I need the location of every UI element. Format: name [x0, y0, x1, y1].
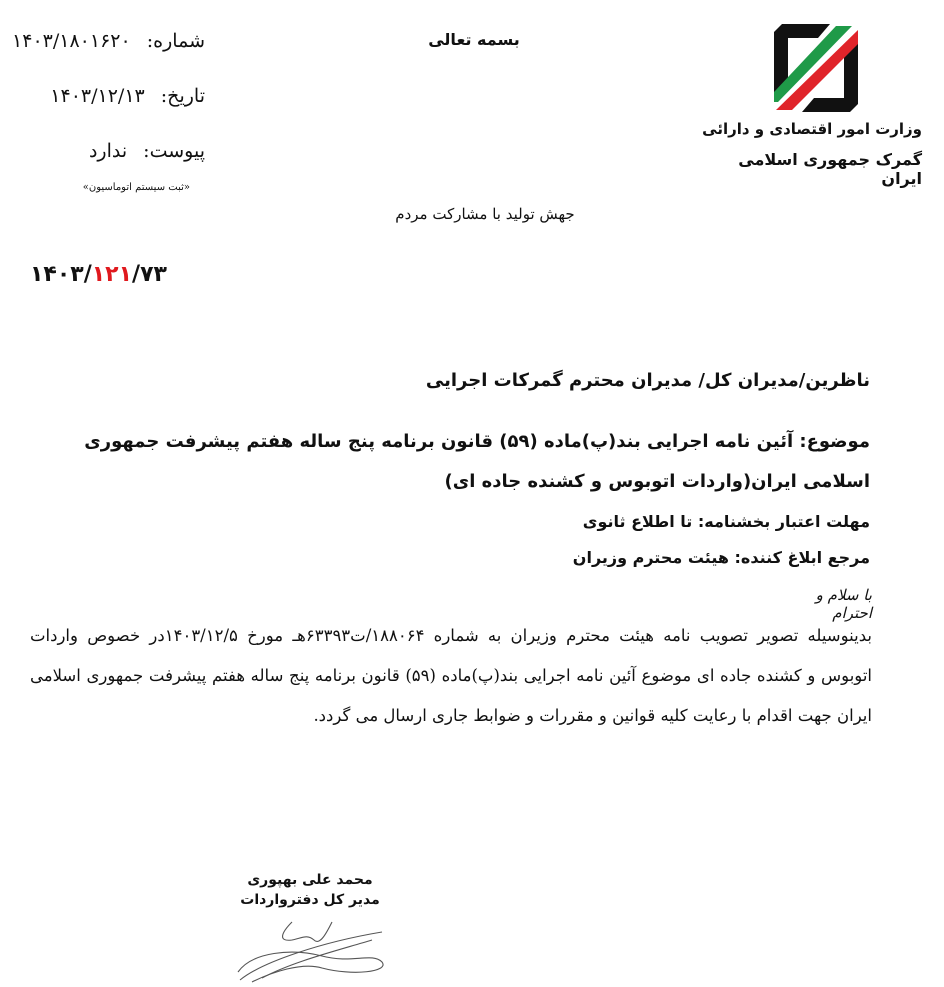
bismillah-text: بسمه تعالی — [428, 30, 520, 49]
circular-number-part3: /۷۳ — [132, 262, 167, 287]
date-label: تاریخ: — [160, 85, 205, 107]
addressee: ناظرین/مدیران کل/ مدیران محترم گمرکات اجرایی — [425, 370, 870, 391]
number-value: ۱۴۰۳/۱۸۰۱۶۲۰ — [12, 30, 131, 52]
customs-logo-icon — [768, 20, 864, 116]
issuing-authority: مرجع ابلاغ کننده: هیئت محترم وزیران — [572, 548, 870, 567]
signatory-name: محمد علی بهپوری — [247, 872, 373, 888]
body-paragraph: بدینوسیله تصویر تصویب نامه هیئت محترم وزیران به شماره ۱۸۸۰۶۴/ت۶۳۳۹۳هـ مورخ ۱۴۰۳/۱۲/۵در خصوص واردات اتوبوس و کشنده جاده ای موضوع آئین نامه اجرایی بند(پ)ماده (۵۹) قانون برنامه پنج ساله هفتم پیشرفت جمهوری اسلامی ایران جهت اقدام با رعایت کلیه قوانین و مقررات و ضوابط جاری ارسال می گردد. — [30, 626, 872, 725]
validity-period: مهلت اعتبار بخشنامه: تا اطلاع ثانوی — [582, 512, 870, 531]
automation-note: «ثبت سیستم اتوماسیون» — [82, 182, 190, 193]
circular-number-part2: ۱۲۱ — [91, 262, 133, 287]
ministry-name: وزارت امور اقتصادی و دارائی — [702, 120, 922, 138]
number-label: شماره: — [146, 30, 205, 52]
circular-number — [30, 262, 167, 287]
slogan: جهش تولید با مشارکت مردم — [395, 205, 575, 223]
attachment-value: ندارد — [88, 140, 128, 162]
handwritten-signature-icon — [232, 912, 402, 984]
attachment-field — [0, 140, 205, 162]
circular-number-part1: ۱۴۰۳/ — [30, 262, 92, 287]
subject: موضوع: آئین نامه اجرایی بند(پ)ماده (۵۹) قانون برنامه پنج ساله هفتم پیشرفت جمهوری اسلامی ایران(واردات اتوبوس و کشنده جاده ای) — [84, 431, 870, 492]
attachment-label: پیوست: — [143, 140, 205, 162]
customs-name: گمرک جمهوری اسلامی ایران — [738, 150, 922, 188]
date-value: ۱۴۰۳/۱۲/۱۳ — [50, 85, 145, 107]
greeting: با سلام و احترام — [815, 586, 872, 622]
signatory-title: مدیر کل دفترواردات — [240, 892, 380, 908]
letter-date-field — [0, 85, 205, 107]
